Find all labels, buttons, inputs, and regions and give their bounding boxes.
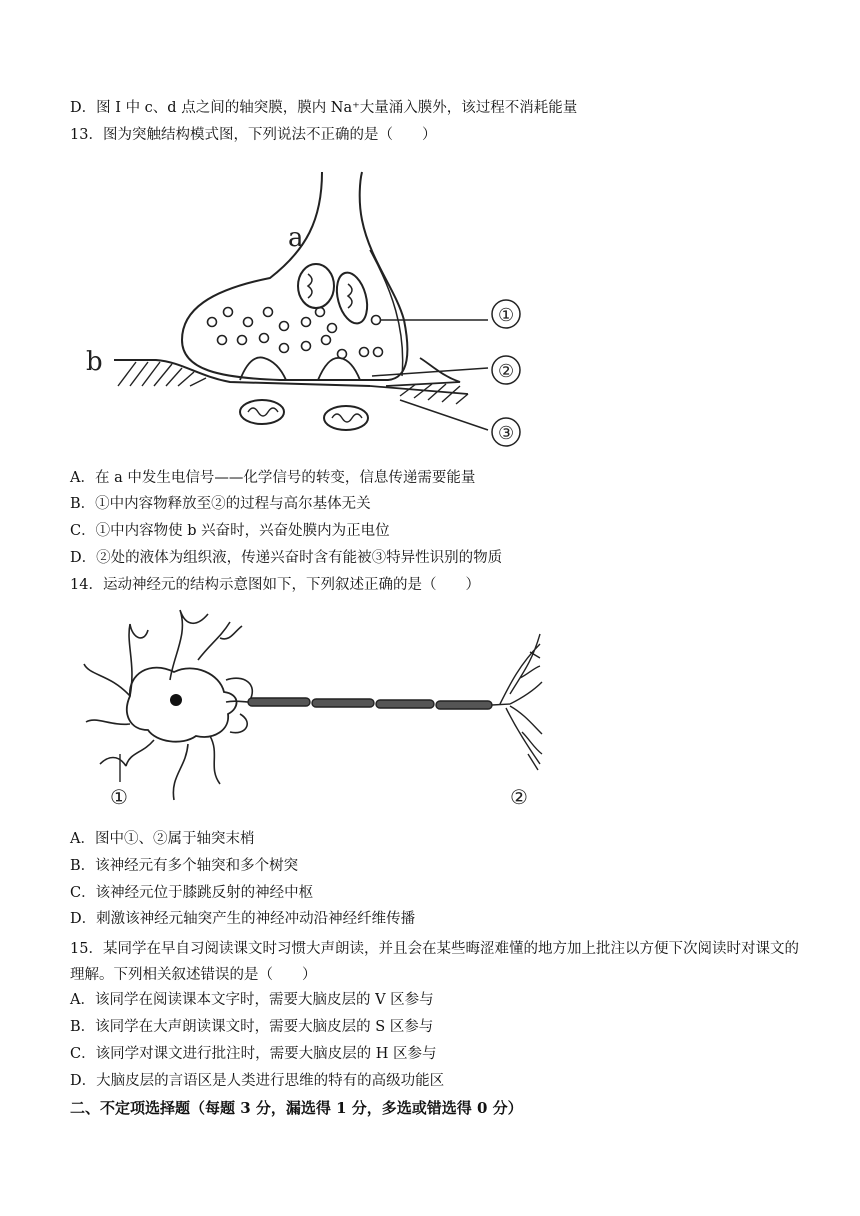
marker-3: ③ [498,423,515,444]
marker-1: ① [110,785,128,809]
mitochondrion [298,264,334,308]
neuron-figure [70,604,550,820]
q13-option-b: B．①中内容物释放至②的过程与高尔基体无关 [70,496,371,512]
nucleus [170,694,182,706]
myelin-sheath [248,698,492,709]
axon-terminal [492,634,542,770]
synapse-figure [70,150,530,460]
q14-option-d: D．刺激该神经元轴突产生的神经冲动沿神经纤维传播 [70,911,416,927]
q12-option-d: D．图 I 中 c、d 点之间的轴突膜，膜内 Na⁺大量涌入膜外，该过程不消耗能量 [70,100,578,116]
marker-2: ② [498,361,515,382]
cell-body [84,610,252,800]
synaptic-vesicles [208,308,383,359]
q13-stem: 13．图为突触结构模式图，下列说法不正确的是（ ） [70,127,437,143]
q13-option-d: D．②处的液体为组织液，传递兴奋时含有能被③特异性识别的物质 [70,550,503,566]
label-b: b [86,347,103,377]
q15-stem: 15．某同学在早自习阅读课文时习惯大声朗读，并且会在某些晦涩难懂的地方加上批注以方便下次阅读时对课文的理解。下列相关叙述错误的是（ ） [70,941,799,983]
q15-option-a: A．该同学在阅读课本文字时，需要大脑皮层的 V 区参与 [70,992,434,1008]
q15-option-b: B．该同学在大声朗读课文时，需要大脑皮层的 S 区参与 [70,1019,434,1035]
q13-option-a: A．在 a 中发生电信号——化学信号的转变，信息传递需要能量 [70,470,476,486]
q14-option-c: C．该神经元位于膝跳反射的神经中枢 [70,885,314,901]
section-2-heading: 二、不定项选择题（每题 3 分，漏选得 1 分，多选或错选得 0 分） [70,1099,523,1117]
label-a: a [288,223,304,253]
marker-1: ① [498,305,515,326]
presynaptic-terminal [182,172,407,380]
q14-option-a: A．图中①、②属于轴突末梢 [70,831,255,847]
q14-stem: 14．运动神经元的结构示意图如下，下列叙述正确的是（ ） [70,577,480,593]
q13-option-c: C．①中内容物使 b 兴奋时，兴奋处膜内为正电位 [70,523,390,539]
marker-2: ② [510,785,528,809]
mitochondrion [332,269,373,326]
q15-option-c: C．该同学对课文进行批注时，需要大脑皮层的 H 区参与 [70,1046,437,1062]
q15-option-d: D．大脑皮层的言语区是人类进行思维的特有的高级功能区 [70,1073,445,1089]
q14-option-b: B．该神经元有多个轴突和多个树突 [70,858,299,874]
